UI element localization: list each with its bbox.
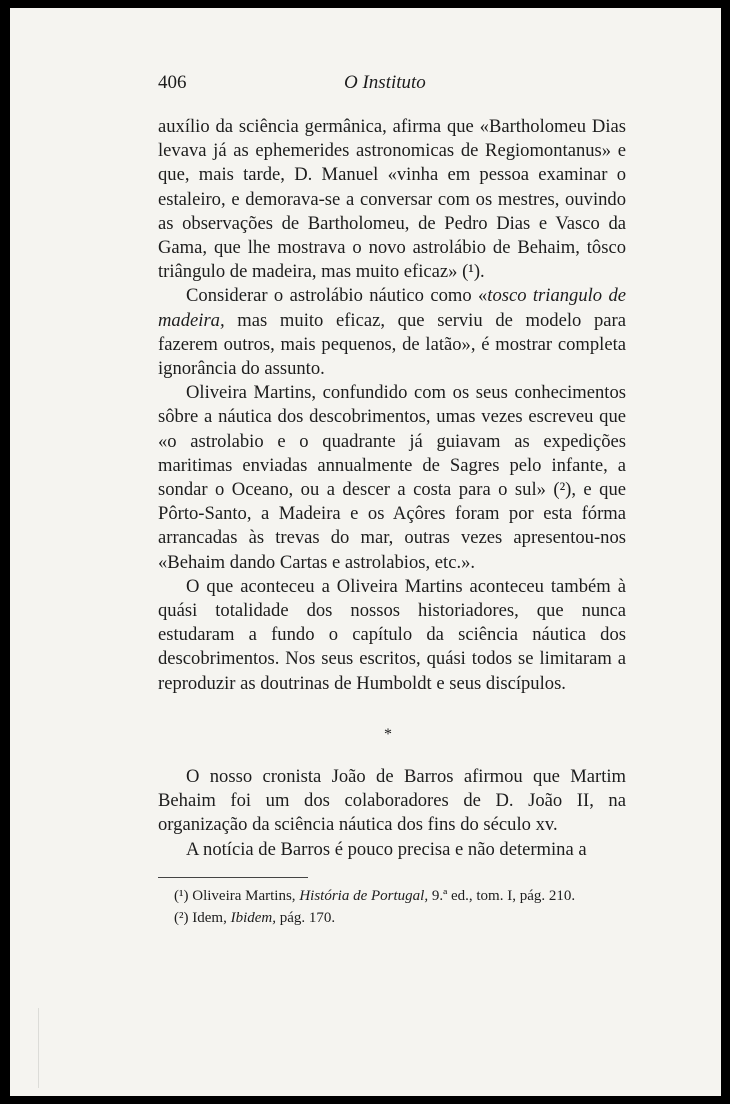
main-text-section-2 — [158, 765, 626, 862]
footnote-title: História de Portugal, — [299, 888, 429, 904]
main-text — [158, 115, 626, 696]
footnote-1 — [174, 885, 634, 907]
footnote-title: Ibidem, — [230, 910, 276, 926]
footnote-divider — [158, 877, 308, 878]
italic-quote: tosco triangulo de madeira, — [158, 285, 626, 331]
footnote-marker: (²) — [174, 910, 189, 926]
paragraph-astrolabe — [158, 284, 626, 381]
page-header — [158, 72, 638, 102]
running-title: O Instituto — [344, 72, 426, 93]
section-asterism: * — [384, 726, 392, 743]
footnote-text: Oliveira Martins, — [188, 888, 300, 904]
paragraph-barros-notice: A notícia de Barros é pouco precisa e não determina a — [186, 838, 587, 860]
paragraph-oliveira-martins: Oliveira Martins, confundido com os seus conhecimentos sôbre a náutica dos descobrimentos, umas vezes escreveu que «o astrolabio e o quadrante já guiavam as expedições maritimas enviadas annualmente de Sagres pelo infante, a sondar o Oceano, ou a descer a costa para o sul» (²), e que Pôrto-Santo, a Madeira e os Açôres foram por esta fórma arrancadas às trevas do mar, outras vezes apresentou-nos «Behaim dando Cartas e astrolabios, etc.». — [158, 382, 626, 573]
footnote-marker: (¹) — [174, 888, 189, 904]
paragraph-text: mas muito eficaz, que serviu de modelo para fazerem outros, mais pequenos, de latão», é mostrar completa ignorância do assunto. — [158, 309, 626, 380]
paragraph-historians: O que aconteceu a Oliveira Martins aconteceu também à quási totalidade dos nossos historiadores, que nunca estudaram a fundo o capítulo da sciência náutica dos descobrimentos. Nos seus escritos, quási todos se limitaram a reproduzir as doutrinas de Humboldt e seus discípulos. — [158, 575, 626, 694]
footnote-text: pág. 170. — [275, 910, 336, 926]
page-number: 406 — [158, 72, 187, 93]
footnote-2 — [174, 907, 634, 929]
book-page — [10, 8, 721, 1096]
footnotes — [174, 885, 634, 929]
paragraph-barros: O nosso cronista João de Barros afirmou que Martim Behaim foi um dos colaboradores de D. João II, na organização da sciência náutica dos fins do século xv. — [158, 766, 626, 836]
scan-margin-mark — [38, 1008, 39, 1088]
paragraph-text: Considerar o astrolábio náutico como « — [186, 285, 488, 307]
footnote-text: 9.ª ed., tom. I, pág. 210. — [428, 888, 576, 904]
paragraph-continued: auxílio da sciência germânica, afirma que «Bartholomeu Dias levava já as ephemerides astronomicas de Regiomontanus» e que, mais tarde, D. Manuel «vinha em pessoa examinar o estaleiro, e demorava-se a conversar com os mestres, ouvindo as observações de Bartholomeu, de Pedro Dias e Vasco da Gama, que lhe mostrava o novo astrolábio de Behaim, tôsco triângulo de madeira, mas muito eficaz» (¹). — [158, 116, 626, 283]
footnote-text: Idem, — [188, 910, 231, 926]
